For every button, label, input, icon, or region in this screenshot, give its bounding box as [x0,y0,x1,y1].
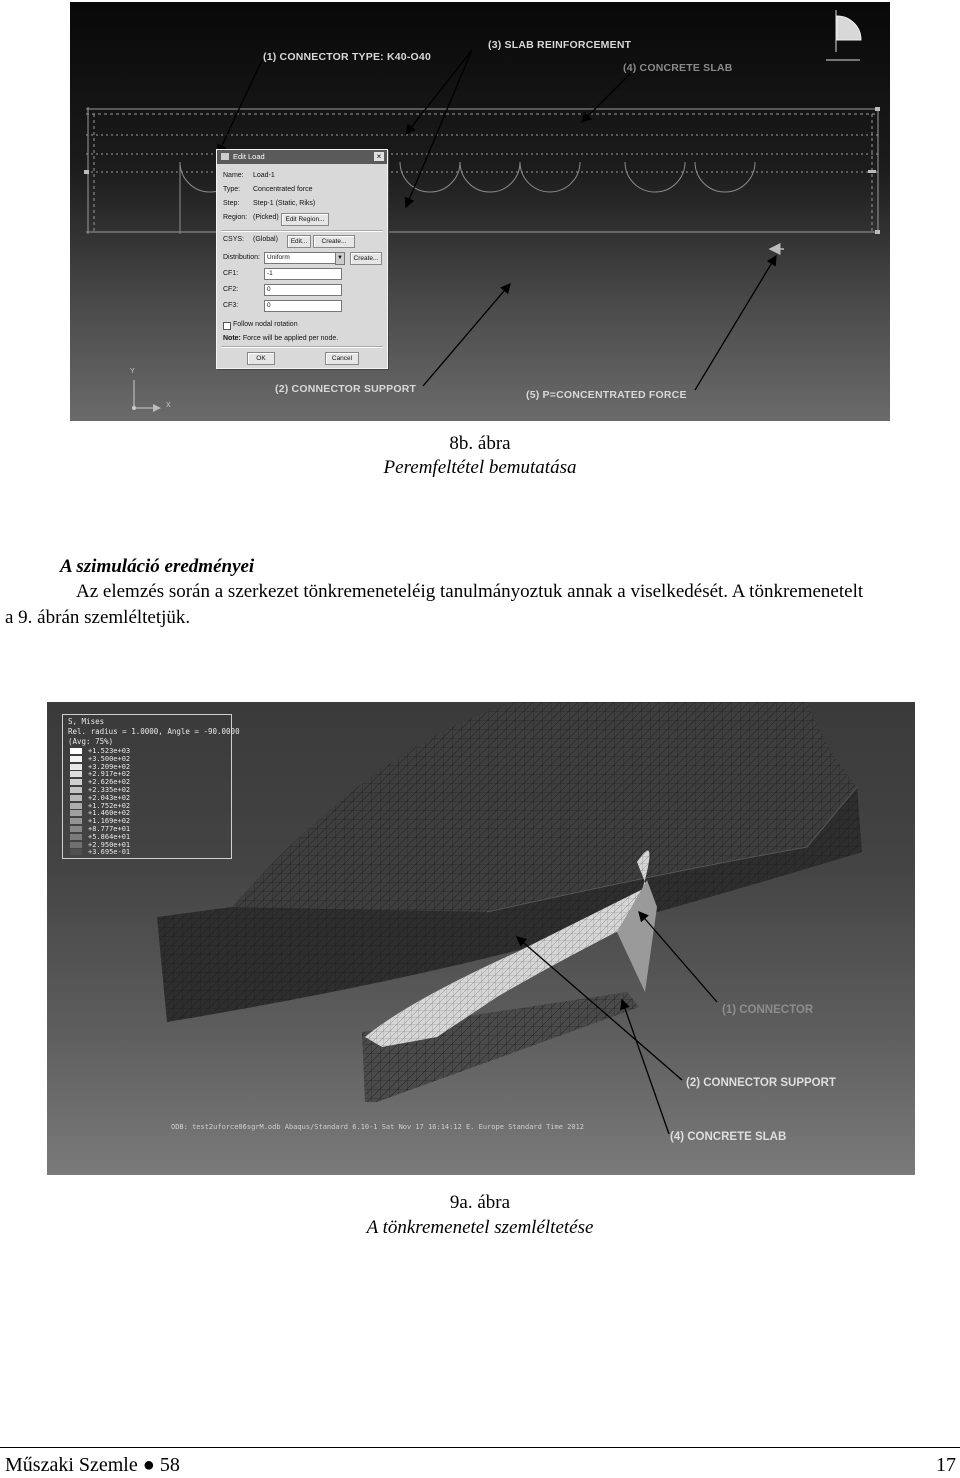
figure-9a-failure-result [47,702,915,1175]
legend-swatch [70,834,82,840]
figure-8b-boundary-conditions [70,2,890,421]
distribution-select[interactable]: Uniform [264,252,338,264]
legend-swatch [70,818,82,824]
local-axis-triad [132,380,160,410]
caption-8b-title: Peremfeltétel bemutatása [383,457,577,478]
label-connector-support: (2) CONNECTOR SUPPORT [275,383,417,395]
legend-swatch [70,849,82,855]
legend-value: +2.335e+02 [88,786,131,794]
footer-page-number: 17 [936,1454,956,1476]
slab-outline [86,107,878,234]
caption-9a-number: 9a. ábra [449,1192,511,1213]
follow-rotation-checkbox[interactable] [223,322,231,330]
legend-swatch [70,764,82,770]
cf1-field[interactable]: -1 [264,268,342,280]
legend-swatch [70,787,82,793]
cf2-label: CF2: [223,286,239,293]
row-step: Step: Step-1 (Static, Riks) [223,200,316,207]
row-type: Type: Concentrated force [223,186,313,193]
footer-rule [0,1447,960,1448]
axis-y-label: Y [130,368,135,375]
legend-value: +2.043e+02 [88,793,131,802]
follow-rotation-label: Follow nodal rotation [233,321,298,328]
fe-model-drawing [70,2,890,421]
csys-edit-button[interactable]: Edit... [287,235,311,248]
close-icon[interactable]: × [374,152,384,161]
legend-swatch [70,803,82,809]
legend-value: +3.500e+02 [88,754,131,763]
legend-value: +2.626e+02 [88,778,131,787]
label-connector-type: (1) CONNECTOR TYPE: K40-O40 [263,51,431,63]
row-region: Region: (Picked) [223,214,279,221]
view-triad [826,10,861,60]
legend-value: +1.523e+03 [88,747,131,755]
label-concrete-slab: (4) CONCRETE SLAB [623,62,733,74]
legend-swatch [70,842,82,848]
stress-legend [62,714,240,859]
legend-value: +1.460e+02 [88,809,131,818]
label-connector: (1) CONNECTOR [722,1004,814,1016]
ok-button[interactable]: OK [247,352,275,365]
caption-9a-title: A tönkremenetel szemléltetése [366,1217,594,1238]
csys-create-button[interactable]: Create... [313,235,355,248]
legend-subtitle: Rel. radius = 1.0000, Angle = -90.0000 [68,727,240,736]
legend-title: S, Mises [68,717,105,726]
cf3-field[interactable]: 0 [264,300,342,312]
row-csys: CSYS: (Global) [223,236,278,243]
legend-swatch [70,756,82,762]
legend-value: +8.777e+01 [88,825,131,833]
app-icon [221,153,229,160]
legend-value: +1.752e+02 [88,801,131,810]
section-heading: A szimuláció eredményei [60,556,255,577]
legend-value: +1.169e+02 [88,817,131,826]
legend-value: +2.950e+01 [88,840,131,849]
label-concentrated-force: (5) P=CONCENTRATED FORCE [526,389,687,401]
axis-x-label: X [166,402,171,409]
footer-journal: Műszaki Szemle ● 58 [5,1454,180,1476]
caption-8b-number: 8b. ábra [449,433,511,454]
dialog-title: Edit Load [233,152,265,161]
cf1-label: CF1: [223,270,239,277]
legend-swatch [70,779,82,785]
dialog-separator [221,230,383,232]
legend-swatch [70,771,82,777]
dialog-separator-bottom [221,346,383,348]
label-concrete-slab: (4) CONCRETE SLAB [670,1131,787,1143]
chevron-down-icon[interactable]: ▼ [335,252,345,265]
paragraph-line-2: a 9. ábrán szemléltetjük. [5,607,191,628]
legend-swatch [70,810,82,816]
dialog-titlebar [217,150,387,164]
edit-region-button[interactable]: Edit Region... [281,213,329,226]
cf2-field[interactable]: 0 [264,284,342,296]
legend-value: +2.917e+02 [88,770,131,779]
legend-swatch [70,748,82,754]
legend-value: +3.695e-01 [88,848,131,857]
legend-swatch [70,795,82,801]
cancel-button[interactable]: Cancel [325,352,359,365]
cf3-label: CF3: [223,302,239,309]
label-slab-reinforcement: (3) SLAB REINFORCEMENT [488,39,632,51]
paragraph-line-1: Az elemzés során a szerkezet tönkremeneteléig tanulmányoztuk annak a viselkedését. A tönkremenetelt [76,581,864,602]
distribution-create-button[interactable]: Create... [350,252,382,265]
legend-avg: (Avg: 75%) [68,737,114,746]
legend-value: +5.864e+01 [88,832,131,841]
row-name: Name: Load-1 [223,172,275,179]
label-connector-support: (2) CONNECTOR SUPPORT [686,1077,836,1089]
note-row: Note: Force will be applied per node. [223,335,339,342]
edit-load-dialog [216,149,388,369]
legend-swatch [70,826,82,832]
odb-info-line: ODB: test2uforce06sgrM.odb Abaqus/Standard 6.10-1 Sat Nov 17 16:14:12 E. Europe Standard Time 2012 [171,1123,585,1131]
legend-value: +3.209e+02 [88,762,131,771]
boundary-markers [84,107,880,234]
distribution-label: Distribution: [223,254,260,261]
